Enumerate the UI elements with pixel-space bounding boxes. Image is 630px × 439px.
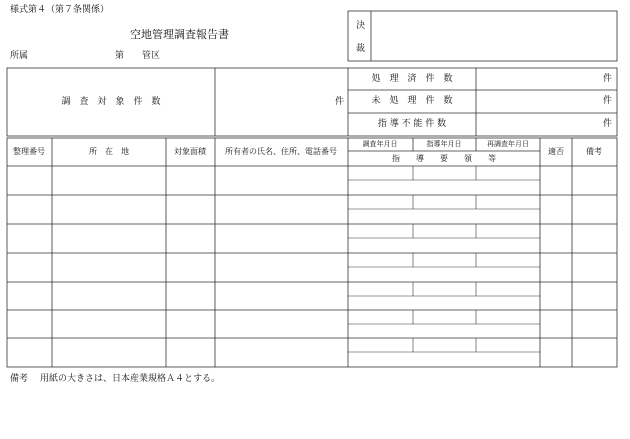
ward-prefix: 第 xyxy=(115,51,125,61)
footer-note-text: 用紙の大きさは、日本産業規格Ａ４とする。 xyxy=(40,374,221,384)
unguidable-count-unit: 件 xyxy=(602,119,612,129)
col-header-resurvey-date: 再調査年月日 xyxy=(487,140,529,148)
survey-count-unit: 件 xyxy=(334,97,344,107)
col-header-guidance-points: 指 導 要 領 等 xyxy=(392,154,496,163)
form-number: 様式第４（第７条関係） xyxy=(10,5,110,15)
unprocessed-count-label: 未 処 理 件 数 xyxy=(371,96,453,106)
affiliation-label: 所属 xyxy=(10,51,29,61)
col-header-suitability: 適否 xyxy=(548,147,564,156)
col-header-location: 所 在 地 xyxy=(89,147,129,156)
col-header-guidance-date: 指導年月日 xyxy=(426,140,462,148)
ward-suffix: 管区 xyxy=(142,51,161,61)
unguidable-count-label: 指 導 不 能 件 数 xyxy=(377,119,447,129)
unprocessed-count-unit: 件 xyxy=(602,96,612,106)
processed-count-label: 処 理 済 件 数 xyxy=(371,74,453,84)
approval-label-1: 決 xyxy=(356,21,366,31)
col-header-survey-date: 調査年月日 xyxy=(362,140,398,148)
col-header-owner: 所有者の氏名、住所、電話番号 xyxy=(225,147,337,156)
processed-count-unit: 件 xyxy=(602,74,612,84)
col-header-id: 整理番号 xyxy=(13,147,45,156)
page-title: 空地管理調査報告書 xyxy=(130,28,229,41)
survey-count-label: 調 査 対 象 件 数 xyxy=(61,97,161,107)
footer-note-label: 備考 xyxy=(10,374,29,384)
col-header-remarks: 備考 xyxy=(586,147,602,156)
approval-label-2: 裁 xyxy=(356,44,366,54)
col-header-area: 対象面積 xyxy=(174,147,206,156)
